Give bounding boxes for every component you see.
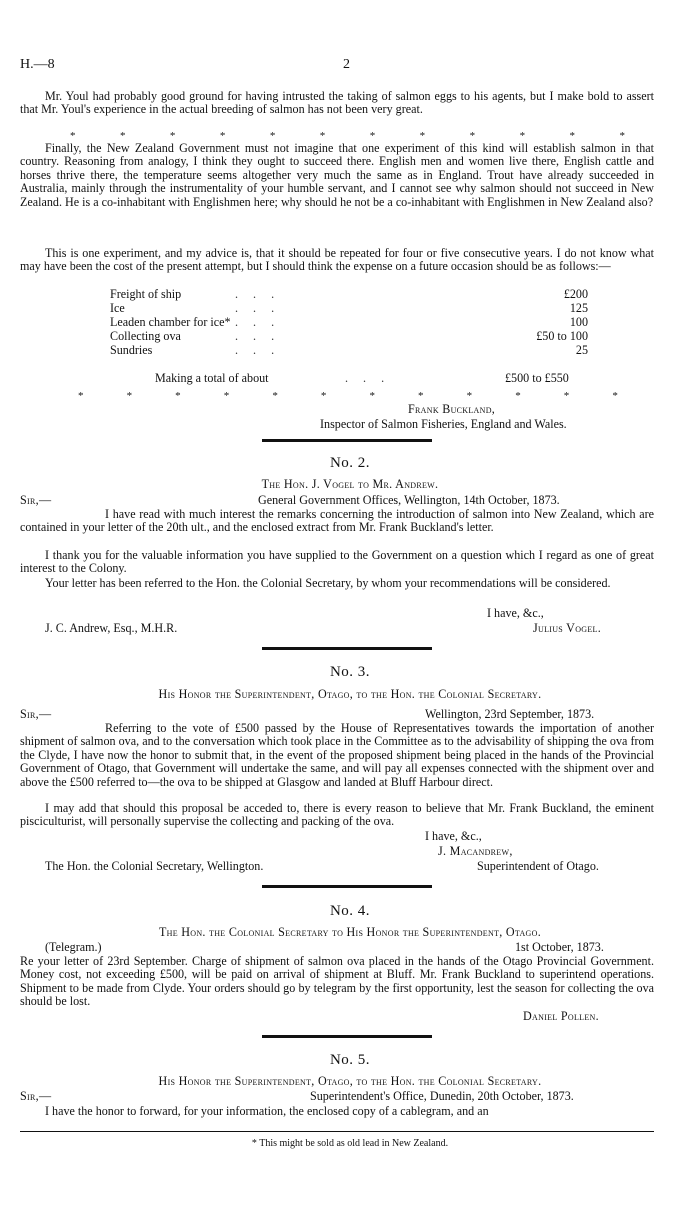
- expense-amount: £50 to 100: [536, 329, 588, 343]
- letter-5-heading: His Honor the Superintendent, Otago, to the Hon. the Colonial Secretary.: [158, 1074, 542, 1088]
- expense-row: Freight of ship . . . £200: [110, 287, 588, 301]
- letter-5-paragraph: I have the honor to forward, for your information, the enclosed copy of a cablegram, and an: [45, 1104, 489, 1118]
- expense-row: Sundries . . . 25: [110, 343, 588, 357]
- buckland-title: Inspector of Salmon Fisheries, England and Wales.: [320, 417, 567, 431]
- letter-4-date: 1st October, 1873.: [515, 940, 604, 954]
- letter-3-signature-title: Superintendent of Otago.: [477, 859, 599, 873]
- section-rule: [262, 439, 432, 442]
- letter-2-paragraph: I thank you for the valuable information you have supplied to the Government on a question which I regard as one of great interest to the Colony.: [20, 548, 654, 576]
- expense-total: £500 to £550: [505, 371, 569, 385]
- letter-2-paragraph: Your letter has been referred to the Hon. the Colonial Secretary, by whom your recommendations will be considered.: [45, 576, 611, 590]
- letter-3-addressee: The Hon. the Colonial Secretary, Wellington.: [45, 859, 264, 873]
- expense-item: Ice: [110, 301, 125, 315]
- expense-row: Collecting ova . . . £50 to 100: [110, 329, 588, 343]
- expense-row: Leaden chamber for ice* . . . 100: [110, 315, 588, 329]
- letter-4-paragraph: Re your letter of 23rd September. Charge of shipment of salmon ova placed in the hands of the Otago Provincial Government. Money cost, not exceeding £500, will be paid on arrival of shipment at Bluff. Mr. Frank Buckland to superintend operations. Shipment to be made from Clyde. Your orders should go by telegram by the first opportunity, lest the season for collecting the ova should be lost.: [20, 954, 654, 1009]
- letter-2-closing: I have, &c.,: [487, 606, 544, 620]
- letter-3-salutation: Sir,—: [20, 707, 52, 721]
- letter-3-place-date: Wellington, 23rd September, 1873.: [425, 707, 595, 721]
- letter-2-place-date: General Government Offices, Wellington, 14th October, 1873.: [258, 493, 560, 507]
- section-rule: [262, 647, 432, 650]
- letter-2-signature: Julius Vogel.: [533, 621, 602, 635]
- expense-item: Freight of ship: [110, 287, 182, 301]
- letter-2-paragraph: I have read with much interest the remarks concerning the introduction of salmon into New Zealand, which are contained in your letter of the 20th ult., and the enclosed extract from Mr. Frank Buckland's letter.: [20, 507, 654, 535]
- letter-2-addressee: J. C. Andrew, Esq., M.H.R.: [45, 621, 178, 635]
- letter-3-number: No. 3.: [329, 664, 371, 680]
- expense-total-dots: . . .: [345, 371, 391, 385]
- letter-3-heading: His Honor the Superintendent, Otago, to the Hon. the Colonial Secretary.: [158, 687, 542, 701]
- letter-5-salutation: Sir,—: [20, 1089, 52, 1103]
- expense-item: Sundries: [110, 343, 153, 357]
- expense-total-label: Making a total of about: [155, 371, 269, 385]
- expense-amount: 100: [569, 315, 588, 329]
- letter-2-salutation: Sir,—: [20, 493, 52, 507]
- expense-amount: 125: [569, 301, 588, 315]
- expense-item: Leaden chamber for ice*: [110, 315, 231, 329]
- letter-4-number: No. 4.: [329, 903, 371, 919]
- letter-3-closing: I have, &c.,: [425, 829, 482, 843]
- letter-2-heading: The Hon. J. Vogel to Mr. Andrew.: [261, 477, 439, 491]
- letter-4-signature: Daniel Pollen.: [523, 1009, 599, 1023]
- expense-item: Collecting ova: [110, 329, 181, 343]
- buckland-signature: Frank Buckland,: [408, 402, 496, 416]
- expense-row: Ice . . . 125: [110, 301, 588, 315]
- paragraph-finally: Finally, the New Zealand Government must not imagine that one experiment of this kind will establish salmon in that country. Reasoning from analogy, I think they ought to succeed there. English men and women live there, English cattle and horses thrive there, the temperature seems altogether very much the same as in England. Trout have already succeeded in Australia, mainly through the instrumentality of your humble servant, and I cannot see why salmon should not succeed in New Zealand. He is a co-inhabitant with Englishmen here; why should he not be a co-inhabitant with Englishmen in New Zealand also?: [20, 141, 654, 209]
- page-number: 2: [343, 57, 350, 72]
- letter-5-place-date: Superintendent's Office, Dunedin, 20th October, 1873.: [310, 1089, 574, 1103]
- letter-4-heading: The Hon. the Colonial Secretary to His Honor the Superintendent, Otago.: [158, 925, 542, 939]
- letter-3-paragraph: I may add that should this proposal be acceded to, there is every reason to believe that Mr. Frank Buckland, the eminent pisciculturist, will personally supervise the collecting and packing of the ova.: [20, 801, 654, 829]
- letter-3-paragraph: Referring to the vote of £500 passed by the House of Representatives towards the importation of another shipment of salmon ova, and to the conversation which took place in the Committee as to the advisability of shipping the ova from the Clyde, I have now the honor to submit that, in the event of the proposed shipment being placed in the hands of the Provincial Government of Otago, that Government will undertake the same, and will pay all expenses connected with the shipment over and above the £500 referred to—the ova to be shipped at Glasgow and landed at Bluff Harbour direct.: [20, 721, 654, 789]
- ellipsis-stars-2: * * * * * * * * * * * *: [78, 390, 618, 402]
- footnote-rule: [20, 1131, 654, 1132]
- report-reference: H.—8: [20, 57, 55, 72]
- expense-amount: 25: [575, 343, 588, 357]
- section-rule: [262, 885, 432, 888]
- letter-4-telegram-label: (Telegram.): [45, 940, 102, 954]
- paragraph-one-experiment: This is one experiment, and my advice is, that it should be repeated for four or five consecutive years. I do not know what may have been the cost of the present attempt, but I should think the expense on a future occasion should be as follows:—: [20, 246, 654, 274]
- letter-3-signature: J. Macandrew,: [438, 844, 513, 858]
- letter-2-number: No. 2.: [329, 455, 371, 471]
- paragraph-youl: Mr. Youl had probably good ground for having intrusted the taking of salmon eggs to his agents, but I make bold to assert that Mr. Youl's experience in the actual breeding of salmon has not been very great.: [20, 89, 654, 117]
- section-rule: [262, 1035, 432, 1038]
- expense-amount: £200: [563, 287, 588, 301]
- ellipsis-stars-1: * * * * * * * * * * * *: [70, 130, 625, 142]
- footnote: * This might be sold as old lead in New Zealand.: [251, 1138, 449, 1149]
- letter-5-number: No. 5.: [329, 1052, 371, 1068]
